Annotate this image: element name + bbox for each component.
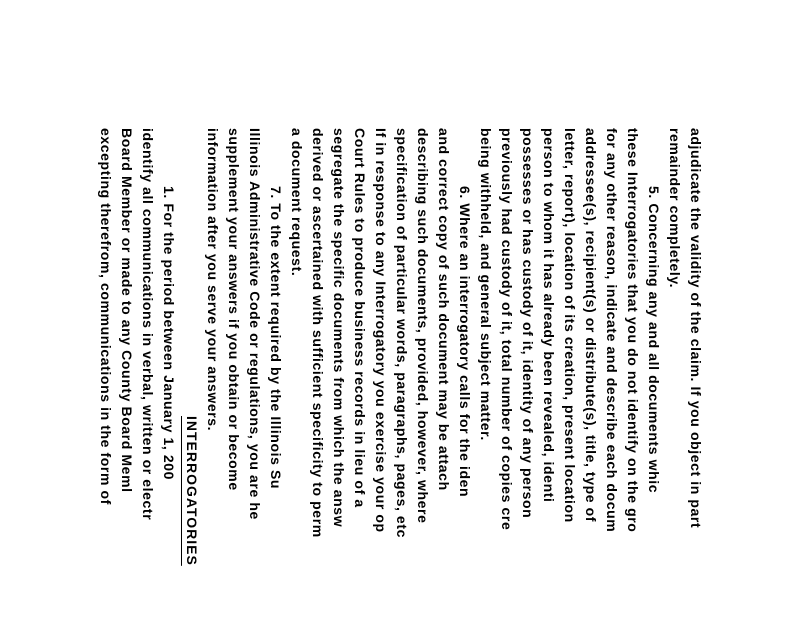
text-line-11: being withheld, and general subject matter. (478, 128, 494, 441)
text-line-23: supplement your answers if you obtain or become (226, 128, 242, 491)
text-line-16: If in response to any Interrogatory you exercise your op (373, 128, 389, 533)
text-line-10: previously had custody of it, total number of copies cre (499, 128, 515, 531)
text-line-12: 6. Where an interrogatory calls for the iden (457, 186, 473, 498)
text-line-14: describing such documents, provided, however, where (415, 128, 431, 524)
text-line-13: and correct copy of such document may be attach (436, 128, 452, 491)
text-line-7: letter, report), location of its creation, present location (562, 128, 578, 523)
text-line-28: Board Member or made to any County Board Meml (119, 128, 135, 493)
text-line-20: a document request. (289, 128, 305, 277)
text-line-4: these Interrogatories that you do not identify on the gro (625, 128, 641, 533)
text-line-18: segregate the specific documents from which the answ (331, 128, 347, 528)
text-line-19: derived or ascertained with sufficient specificity to perm (310, 128, 326, 538)
text-line-5: for any other reason, indicate and describe each docum (604, 128, 620, 533)
section-heading-interrogatories: INTERROGATORIES (184, 416, 200, 566)
text-line-6: addressee(s), recipient(s) or distribute(s), title, type of (583, 128, 599, 523)
text-line-15: specification of particular words, paragraphs, pages, etc (394, 128, 410, 538)
text-line-26: 1. For the period between January 1, 200 (161, 186, 177, 480)
text-line-21: 7. To the extent required by the Illinois Su (268, 186, 284, 490)
text-line-17: Court Rules to produce business records in lieu of a (352, 128, 368, 508)
text-line-8: person to whom it has already been revealed, identi (541, 128, 557, 503)
text-line-24: information after you serve your answers. (205, 128, 221, 432)
text-line-22: Illinois Administrative Code or regulations, you are he (247, 128, 263, 520)
text-line-2: remainder completely. (667, 128, 683, 289)
text-line-27: identify all communications in verbal, written or electr (140, 128, 156, 521)
text-line-3: 5. Concerning any and all documents whic (646, 186, 662, 494)
text-line-1: adjudicate the validity of the claim. If you object in part (688, 128, 704, 529)
text-line-9: possesses or has custody of it, identity of any person (520, 128, 536, 519)
text-line-29: excepting therefrom, communications in the form of (98, 128, 114, 505)
